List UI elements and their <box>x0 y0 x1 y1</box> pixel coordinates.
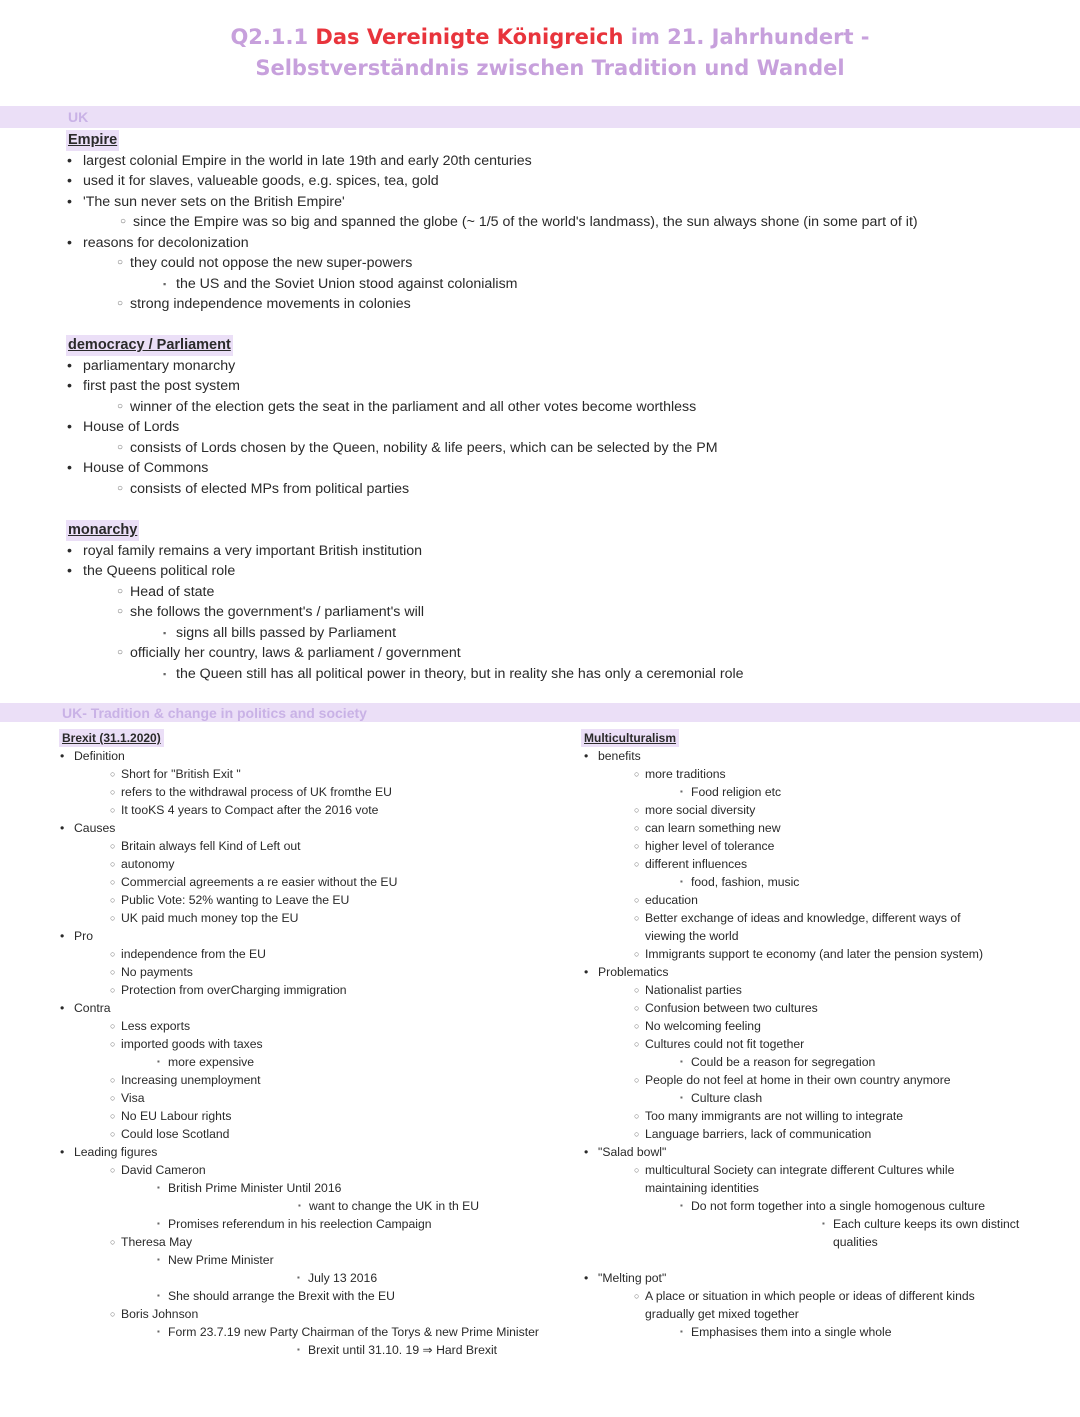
sub-bullet-line: ○ Cultures could not fit together <box>634 1037 805 1051</box>
sub-bullet-line: ○ education <box>634 893 698 907</box>
sub-sub-bullet-line: ▪ want to change the UK in th EU <box>298 1199 480 1213</box>
sub-sub-bullet-line: ▪ Each culture keeps its own distinct <box>822 1217 1020 1231</box>
section-democracy <box>68 335 718 499</box>
sub-bullet-line: ○ Britain always fell Kind of Left out <box>110 839 301 853</box>
sub-bullet-line: ○ Short for "British Exit " <box>110 767 241 781</box>
sub-bullet-line: ○ since the Empire was so big and spanned the globe (~ 1/5 of the world's landmass), the sun always shone (in some part of it) <box>120 214 918 230</box>
sub-sub-bullet-line: ▪ Promises referendum in his reelection Campaign <box>157 1217 432 1231</box>
sub-sub-bullet-line: ▪ Food religion etc <box>680 785 782 799</box>
spacer-line <box>598 1251 1019 1269</box>
sub-bullet-line: ○ winner of the election gets the seat in the parliament and all other votes become worthless <box>117 398 697 415</box>
sub-sub-bullet-line: ▪ She should arrange the Brexit with the EU <box>157 1289 395 1303</box>
sub-sub-bullet-line: ▪ July 13 2016 <box>297 1271 378 1285</box>
sub-sub-bullet-line: ▪ signs all bills passed by Parliament <box>163 624 397 641</box>
bullet-line: • used it for slaves, valueable goods, e.g. spices, tea, gold <box>67 173 439 189</box>
sub-sub-bullet-line: ▪ Emphasises them into a single whole <box>680 1325 892 1339</box>
sub-bullet-line: ○ Better exchange of ideas and knowledge, different ways of <box>634 911 961 925</box>
sub-bullet-line: ○ they could not oppose the new super-powers <box>117 255 413 271</box>
sub-bullet-line: ○ UK paid much money top the EU <box>110 911 299 925</box>
sub-sub-bullet-line: ▪ British Prime Minister Until 2016 <box>157 1181 342 1195</box>
bullet-line: • 'The sun never sets on the British Empire' <box>67 193 345 210</box>
sub-bullet-line: ○ Too many immigrants are not willing to integrate <box>634 1109 904 1123</box>
sub-bullet-line: ○ Nationalist parties <box>634 983 742 997</box>
sub-sub-bullet-line: ▪ New Prime Minister <box>157 1253 274 1267</box>
section-monarchy <box>68 520 744 684</box>
section-band-uk <box>0 106 1080 128</box>
bullet-line: • Contra <box>60 1001 111 1015</box>
sub-bullet-line: ○ Language barriers, lack of communication <box>634 1127 872 1141</box>
heading-democracy: democracy / Parliament <box>66 335 233 356</box>
sub-sub-bullet-line: ▪ the US and the Soviet Union stood against colonialism <box>163 275 518 292</box>
band-label-tradition: UK- Tradition & change in politics and society <box>62 705 367 721</box>
sub-bullet-line: ○ consists of elected MPs from political parties <box>117 480 410 497</box>
sub-bullet-line: ○ Protection from overCharging immigration <box>110 983 347 997</box>
sub-bullet-line: ○ higher level of tolerance <box>634 839 775 853</box>
sub-bullet-line: ○ imported goods with taxes <box>110 1037 263 1051</box>
sub-bullet-line: ○ multicultural Society can integrate different Cultures while <box>634 1163 955 1177</box>
sub-sub-bullet-line: ▪ Form 23.7.19 new Party Chairman of the Torys & new Prime Minister <box>157 1325 539 1339</box>
title-rest: im 21. Jahrhundert - <box>630 25 870 49</box>
section-brexit <box>62 729 539 1359</box>
sub-bullet-line: ○ Boris Johnson <box>110 1307 199 1321</box>
sub-bullet-line: ○ Increasing unemployment <box>110 1073 261 1087</box>
sub-bullet-line: ○ Head of state <box>117 583 215 600</box>
bullet-line: • House of Lords <box>67 419 180 435</box>
sub-bullet-line: ○ Theresa May <box>110 1235 193 1249</box>
continuation-line: viewing the world <box>645 929 739 943</box>
sub-bullet-line: ○ Visa <box>110 1091 145 1105</box>
sub-bullet-line: ○ David Cameron <box>110 1163 206 1177</box>
bullet-line: • "Melting pot" <box>584 1271 667 1285</box>
heading-empire: Empire <box>66 130 119 151</box>
sub-sub-bullet-line: ▪ more expensive <box>157 1055 255 1069</box>
sub-bullet-line: ○ No payments <box>110 965 193 979</box>
sub-sub-bullet-line: ▪ food, fashion, music <box>680 875 800 889</box>
bullet-line: • the Queens political role <box>67 563 236 579</box>
bullet-line: • largest colonial Empire in the world in late 19th and early 20th centuries <box>67 152 532 169</box>
bullet-line: • reasons for decolonization <box>67 234 249 251</box>
heading-brexit: Brexit (31.1.2020) <box>59 729 164 747</box>
sub-sub-bullet-line: ▪ Do not form together into a single homogenous culture <box>680 1199 986 1213</box>
sub-bullet-line: ○ A place or situation in which people or ideas of different kinds <box>634 1289 975 1303</box>
sub-bullet-line: ○ Commercial agreements a re easier without the EU <box>110 875 398 889</box>
sub-bullet-line: ○ Confusion between two cultures <box>634 1001 818 1015</box>
continuation-line: gradually get mixed together <box>645 1307 799 1321</box>
sub-bullet-line: ○ Immigrants support te economy (and later the pension system) <box>634 947 984 961</box>
title-subtitle: Selbstverständnis zwischen Tradition und Wandel <box>255 56 845 80</box>
sub-bullet-line: ○ can learn something new <box>634 821 781 835</box>
sub-bullet-line: ○ Less exports <box>110 1019 191 1033</box>
section-empire <box>68 130 918 315</box>
continuation-line: qualities <box>833 1235 878 1249</box>
sub-bullet-line: ○ Public Vote: 52% wanting to Leave the EU <box>110 893 350 907</box>
section-multiculturalism <box>584 729 1019 1341</box>
bullet-line: • benefits <box>584 749 641 763</box>
bullet-line: • first past the post system <box>67 378 240 394</box>
bullet-line: • House of Commons <box>67 460 209 476</box>
sub-bullet-line: ○ refers to the withdrawal process of UK fromthe EU <box>110 785 392 799</box>
title-main: Das Vereinigte Königreich <box>315 25 624 49</box>
sub-bullet-line: ○ No welcoming feeling <box>634 1019 761 1033</box>
sub-sub-bullet-line: ▪ Brexit until 31.10. 19 ⇒ Hard Brexit <box>297 1343 498 1357</box>
sub-bullet-line: ○ consists of Lords chosen by the Queen, nobility & life peers, which can be selected by the PM <box>117 439 718 456</box>
sub-bullet-line: ○ Could lose Scotland <box>110 1127 230 1141</box>
sub-bullet-line: ○ more social diversity <box>634 803 756 817</box>
sub-bullet-line: ○ she follows the government's / parliament's will <box>117 604 425 620</box>
sub-bullet-line: ○ more traditions <box>634 767 726 781</box>
sub-bullet-line: ○ It tooKS 4 years to Compact after the 2016 vote <box>110 803 379 817</box>
sub-bullet-line: ○ independence from the EU <box>110 947 266 961</box>
continuation-line: maintaining identities <box>645 1181 759 1195</box>
sub-bullet-line: ○ No EU Labour rights <box>110 1109 232 1123</box>
sub-bullet-line: ○ strong independence movements in colonies <box>117 296 411 312</box>
bullet-line: • Pro <box>60 929 93 943</box>
bullet-line: • Leading figures <box>60 1145 158 1159</box>
sub-sub-bullet-line: ▪ Could be a reason for segregation <box>680 1055 876 1069</box>
title-code: Q2.1.1 <box>230 25 309 49</box>
sub-bullet-line: ○ different influences <box>634 857 748 871</box>
bullet-line: • parliamentary monarchy <box>67 357 236 374</box>
sub-bullet-line: ○ People do not feel at home in their own country anymore <box>634 1073 951 1087</box>
page-title <box>0 22 1080 84</box>
band-label-uk: UK <box>68 109 89 125</box>
bullet-line: • Problematics <box>584 965 669 979</box>
bullet-line: • Definition <box>60 749 125 763</box>
bullet-line: • Causes <box>60 821 116 835</box>
sub-sub-bullet-line: ▪ Culture clash <box>680 1091 763 1105</box>
sub-sub-bullet-line: ▪ the Queen still has all political power in theory, but in reality she has only a ceremonial role <box>163 665 744 682</box>
bullet-line: • "Salad bowl" <box>584 1145 667 1159</box>
sub-bullet-line: ○ officially her country, laws & parliament / government <box>117 645 461 661</box>
sub-bullet-line: ○ autonomy <box>110 857 175 871</box>
heading-multiculturalism: Multiculturalism <box>581 729 679 747</box>
bullet-line: • royal family remains a very important British institution <box>67 542 423 559</box>
heading-monarchy: monarchy <box>66 520 139 541</box>
